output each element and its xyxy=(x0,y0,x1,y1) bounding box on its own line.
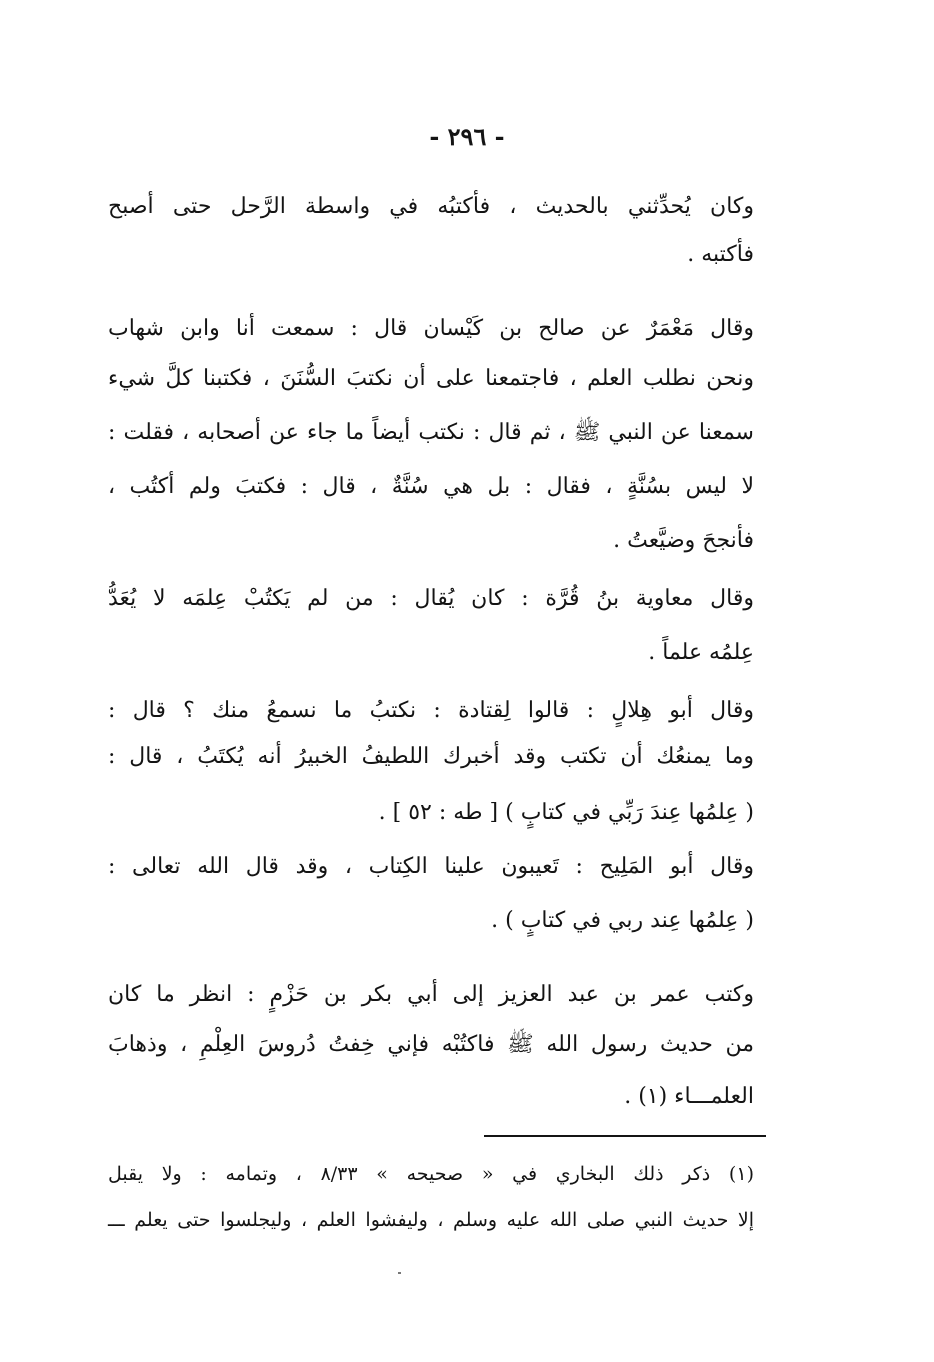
text-line: وما يمنعُك أن تكتب وقد أخبرك اللطيفُ الخبيرُ أنه يُكتَبُ ، قال : xyxy=(108,744,754,769)
text-line: فأنجحَ وضيَّعتُ . xyxy=(613,528,754,553)
text-line: وقال مَعْمَرٌ عن صالح بن كَيْسان قال : سمعت أنا وابن شهاب xyxy=(108,316,754,341)
text-line: عِلمُه علماً . xyxy=(648,640,754,665)
scan-speck xyxy=(398,1272,401,1274)
text-line: وكان يُحدِّثني بالحديث ، فأكتبُه في واسطة الرَّحل حتى أصبح xyxy=(108,194,754,219)
text-line: وقال معاوية بنُ قُرَّة : كان يُقال : من لم يَكتُبْ عِلمَه لا يُعَدُّ xyxy=(108,586,754,611)
text-line: لا ليس بسُنَّةٍ ، فقال : بل هي سُنَّةٌ ، قال : فكتبَ ولم أكتُب ، xyxy=(108,474,754,499)
page-number: - ٢٩٦ - xyxy=(429,122,505,151)
text-line: ونحن نطلب العلم ، فاجتمعنا على أن نكتبَ السُّنَنَ ، فكتبنا كلَّ شيء xyxy=(108,366,754,391)
text-line: سمعنا عن النبي ﷺ ، ثم قال : نكتب أيضاً ما جاء عن أصحابه ، فقلت : xyxy=(108,420,754,445)
text-line: من حديث رسول الله ﷺ فاكتُبْه فإني خِفتُ دُروسَ العِلْمِ ، وذهابَ xyxy=(108,1032,754,1057)
text-line: ( عِلمُها عِندَ رَبِّي في كتابٍ ) [ طه : ٥٢ ] . xyxy=(378,800,754,825)
text-line: وقال أبو المَلِيح : تَعيبون علينا الكِتاب ، وقد قال الله تعالى : xyxy=(108,854,754,879)
text-line: وكتب عمر بن عبد العزيز إلى أبي بكر بن حَزْمٍ : انظر ما كان xyxy=(108,982,754,1007)
footnote-line: (١) ذكر ذلك البخاري في « صحيحه » ٨/٣٣ ، وتمامه : ولا يقبل xyxy=(108,1163,754,1185)
text-line: فأكتبه . xyxy=(687,242,754,267)
footnote-separator xyxy=(484,1135,766,1137)
text-line: العلمـــاء (١) . xyxy=(624,1084,754,1109)
text-line: وقال أبو هِلالٍ : قالوا لِقتادة : نكتبُ ما نسمعُ منك ؟ قال : xyxy=(108,698,754,723)
footnote-line: إلا حديث النبي صلى الله عليه وسلم ، وليفشوا العلم ، وليجلسوا حتى يعلم ـــ xyxy=(108,1209,754,1231)
text-line: ( عِلمُها عِند ربي في كتابٍ ) . xyxy=(491,908,754,933)
